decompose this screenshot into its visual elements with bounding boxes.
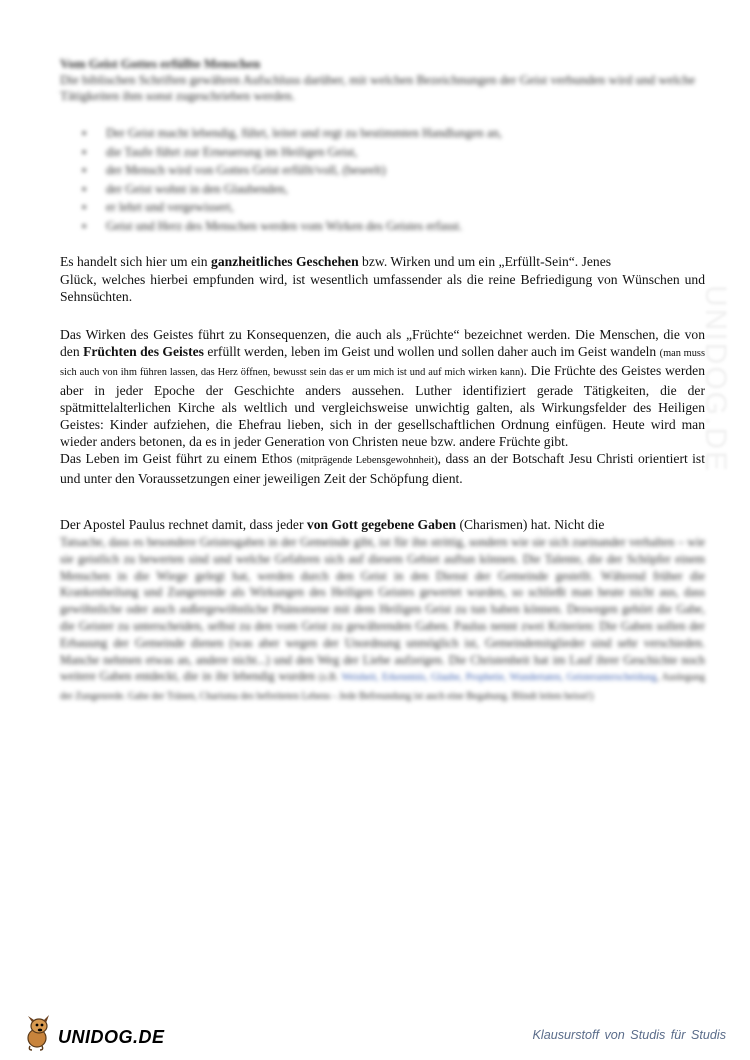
list-item: ▪ Geist und Herz des Menschen werden vom Wirken des Geistes erfasst. <box>106 217 502 236</box>
list-item: ▪ die Taufe führt zur Erneuerung im Heiligen Geist, <box>106 143 502 162</box>
bold-term: Früchten des Geistes <box>83 344 204 360</box>
text-run: Das Wirken des Geistes führt zu Konsequenzen, die auch als „Früchte“ bezeichnet werden. Die Menschen, die von den <box>60 327 705 360</box>
bullet-list <box>60 124 502 236</box>
paragraph-2 <box>60 326 705 487</box>
paragraph-1-first-line <box>60 254 705 269</box>
footer-tagline: Klausurstoff von Studis für Studis <box>532 1028 726 1042</box>
list-item: ▪ der Mensch wird von Gottes Geist erfüllt/voll, (beseelt) <box>106 161 502 180</box>
link-list[interactable]: Weisheit, Erkenntnis, Glaube, Prophetie, Wundertaten, Geisterunterscheidung <box>341 672 657 684</box>
dog-mascot-icon <box>22 1012 56 1052</box>
text-run: Es handelt sich hier um ein <box>60 254 212 269</box>
text-run: , dass an der Botschaft Jesu Christi orientiert ist und unter den Voraussetzungen einer jeweiligen Zeit der Schöpfung dient. <box>60 451 705 486</box>
text-run: . Die Früchte des Geistes werden aber in jeder Epoche der Geschichte anders aussehen. Luther identifiziert gerade Tätigkeiten, die der spätmittelalterlichen Kirche als weltlich und vergleichsweise unwichtig galten, als Wirkungsfelder des Heiligen Geistes: Kinder aufziehen, die Ehefrau lieben, sich in der gesellschaftlichen Ordnung einfügen. Heute wird man wieder anders betonen, da es in jeder Generation von Christen neue bzw. andere Früchte gibt. <box>60 363 705 450</box>
watermark: UNIDOG.DE <box>699 285 732 474</box>
text-run: Das Leben im Geist führt zu einem Ethos <box>60 451 297 467</box>
text-run: Tatsache, dass es besondere Geistesgaben in der Gemeinde gibt, ist für ihn strittig, sondern wie sie sich zueinander verhalten – wie sie geistlich zu bewerten sind und welche Gefahren sich auf diesem Gebiet auftun können. Die Talente, die der Schöpfer einem Menschen in die Wiege gelegt hat, werden durch den Geist in den Dienst der Gemeinde gestellt. Während früher die Krankenheilung und Zungenrede als Wirkungen des Heiligen Geistes gewertet wurden, so schließt man heute nicht aus, dass gewöhnliche oder auch außergewöhnliche Phänomene mit dem Heiligen Geist zu tun haben können. Deswegen gehört die Gabe, die Geister zu unterscheiden, selbst zu den vom Geist zu gewährenden Gaben. Paulus nennt zwei Kriterien: Die Gaben sollen der Erbauung der Gemeinde dienen (was aber wegen der Unordnung unmöglich ist, Gemeindemitglieder sind sehr verschieden. Manche nehmen etwas an, andere nicht...) und den Weg der Liebe aufzeigen. Die Christenheit hat im Lauf ihrer Geschichte noch weitere Gaben entdeckt, die in ihr lebendig wurden <box>60 535 705 684</box>
intro-paragraph: Die biblischen Schriften gewähren Aufschluss darüber, mit welchen Bezeichnungen der Geist verbunden wird und welche Tätigkeiten ihm sonst zugeschrieben werden. <box>60 72 696 103</box>
text-run: , Auslegung der Zungenrede. Gabe der Tränen, Charisma des befreiteten Lebens - Jede Befreundung ist auch eine Begabung. Blindt leiten heisst!) <box>60 672 706 703</box>
small-note: (mitprägende Lebensgewohnheit) <box>296 455 438 467</box>
list-item: ▪ der Geist wohnt in den Glaubenden, <box>106 180 502 199</box>
section-heading: Vom Geist Gottes erfüllte Menschen <box>60 56 261 71</box>
paragraph-3-continued <box>60 534 705 706</box>
text-run: bzw. Wirken und um ein „Erfüllt-Sein“. Jenes <box>358 254 612 269</box>
bold-term: ganzheitliches Geschehen <box>211 254 359 269</box>
bold-term: von Gott gegebene Gaben <box>306 517 457 532</box>
text-run: Der Apostel Paulus rechnet damit, dass jeder <box>60 517 307 532</box>
text-run: (z.B. <box>318 672 342 684</box>
list-item: ▪ Der Geist macht lebendig, führt, leitet und regt zu bestimmten Handlungen an, <box>106 124 502 143</box>
paragraph-3 <box>60 516 705 533</box>
text-run: erfüllt werden, leben im Geist und wollen und sollen daher auch im Geist wandeln <box>203 344 660 360</box>
text-run: (Charismen) hat. Nicht die <box>456 517 605 532</box>
unidog-logo[interactable] <box>22 1012 165 1052</box>
list-item: ▪ er lehrt und vergewissert, <box>106 198 502 217</box>
paragraph-1: Glück, welches hierbei empfunden wird, ist wesentlich umfassender als die reine Befriedigung von Wünschen und Sehnsüchten. <box>60 272 705 305</box>
small-note: (man muss sich auch von ihm führen lassen, das Herz öffnen, bewusst sein das er um mich ist und auf mich wirken kann) <box>60 348 705 379</box>
logo-text: UNIDOG.DE <box>58 1026 165 1047</box>
